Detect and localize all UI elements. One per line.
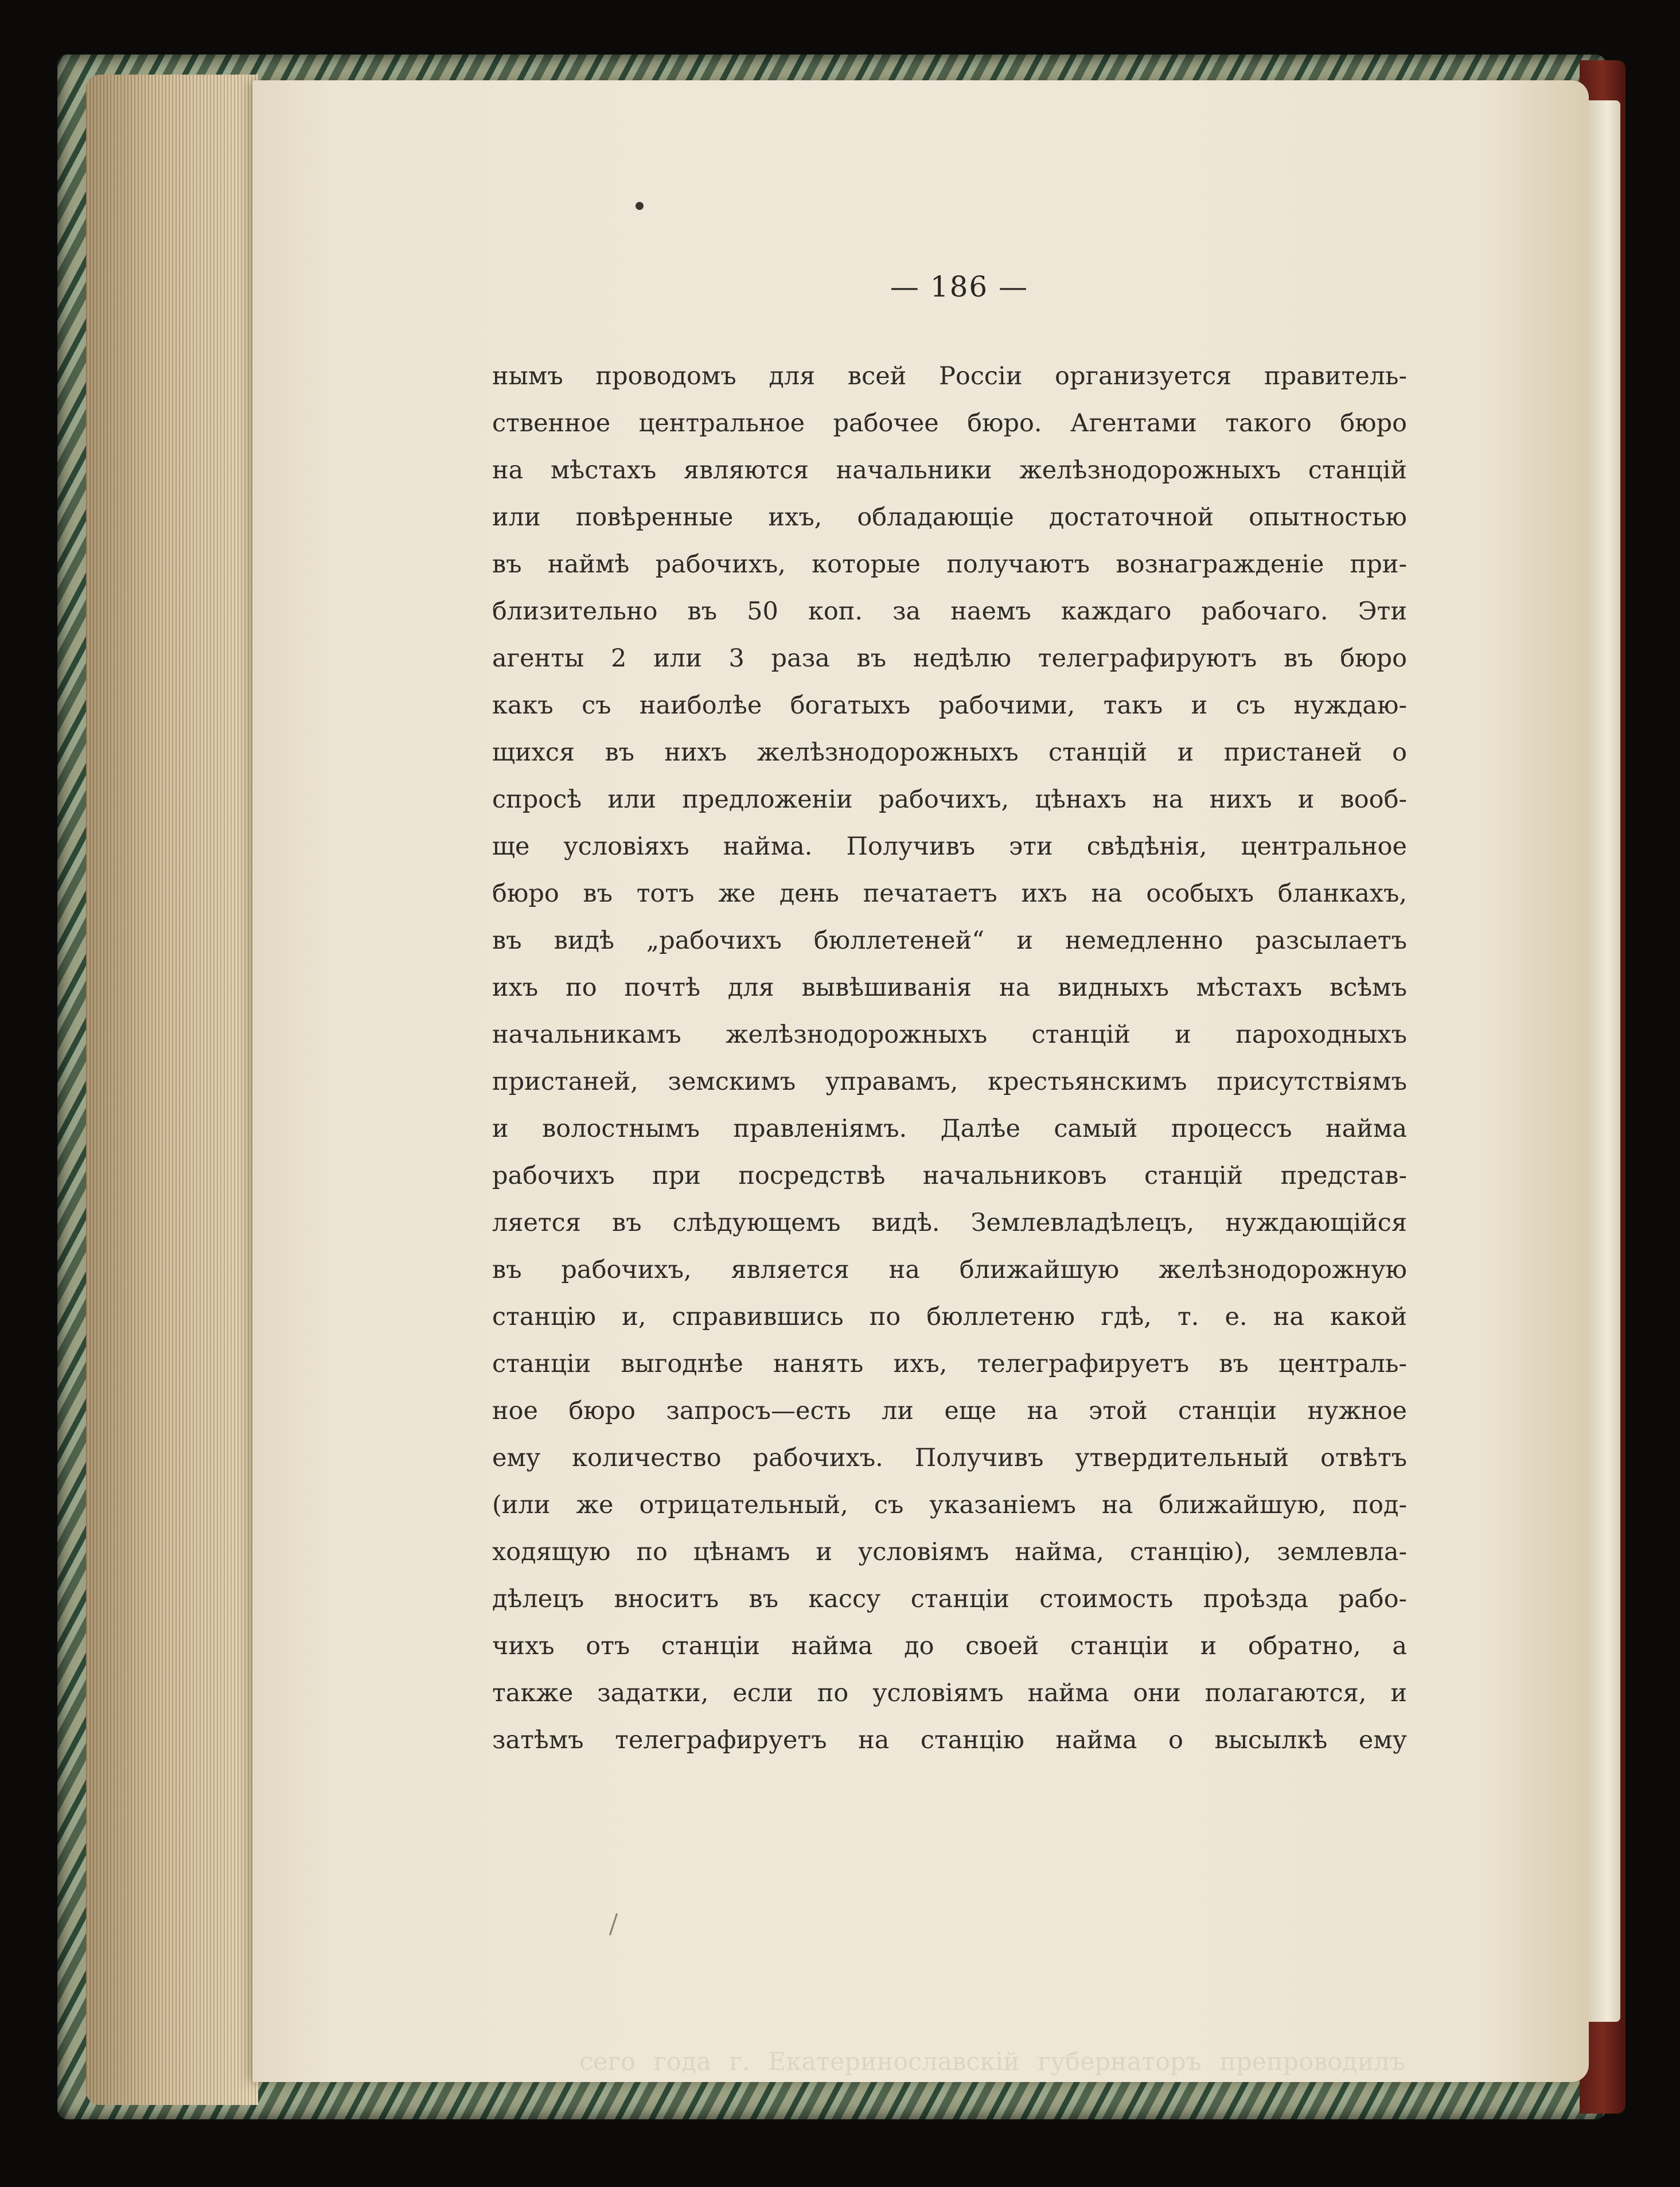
text-line: щихся въ нихъ желѣзнодорожныхъ станцій и пристаней о (492, 738, 1407, 767)
text-line: или повѣренные ихъ, обладающіе достаточной опытностью (492, 503, 1407, 532)
text-line: спросѣ или предложеніи рабочихъ, цѣнахъ на нихъ и вооб- (492, 785, 1407, 814)
text-line: бюро въ тотъ же день печатаетъ ихъ на особыхъ бланкахъ, (492, 879, 1407, 908)
text-line: чихъ отъ станціи найма до своей станціи и обратно, а (492, 1632, 1407, 1660)
text-line: дѣлецъ вноситъ въ кассу станціи стоимость проѣзда рабо- (492, 1585, 1407, 1613)
body-text (492, 353, 1407, 1764)
text-line: и волостнымъ правленіямъ. Далѣе самый процессъ найма (492, 1114, 1407, 1143)
text-line: станціи выгоднѣе нанять ихъ, телеграфируетъ въ централь- (492, 1350, 1407, 1378)
text-line: ще условіяхъ найма. Получивъ эти свѣдѣнія, центральное (492, 832, 1407, 861)
text-line: какъ съ наиболѣе богатыхъ рабочими, такъ и съ нуждаю- (492, 691, 1407, 720)
text-line: нымъ проводомъ для всей Россіи организуется правитель- (492, 362, 1407, 391)
text-line: въ наймѣ рабочихъ, которые получаютъ вознагражденіе при- (492, 550, 1407, 579)
text-line: начальникамъ желѣзнодорожныхъ станцій и пароходныхъ (492, 1020, 1407, 1049)
text-line: ное бюро запросъ—есть ли еще на этой станціи нужное (492, 1397, 1407, 1425)
text-line: ственное центральное рабочее бюро. Агентами такого бюро (492, 409, 1407, 438)
text-line: затѣмъ телеграфируетъ на станцію найма о высылкѣ ему (492, 1726, 1407, 1755)
facing-page-edge (1589, 100, 1620, 2022)
text-line: рабочихъ при посредствѣ начальниковъ станцій представ- (492, 1161, 1407, 1190)
page-number: — 186 — (890, 270, 1029, 303)
text-line: въ рабочихъ, является на ближайшую желѣзнодорожную (492, 1256, 1407, 1284)
text-line: на мѣстахъ являются начальники желѣзнодорожныхъ станцій (492, 456, 1407, 485)
ink-dot (636, 202, 644, 210)
text-line: пристаней, земскимъ управамъ, крестьянскимъ присутствіямъ (492, 1067, 1407, 1096)
text-line: ходящую по цѣнамъ и условіямъ найма, станцію), землевла- (492, 1538, 1407, 1566)
text-line: также задатки, если по условіямъ найма они полагаются, и (492, 1679, 1407, 1708)
bleed-through-text: сего года г. Екатеринославскій губернаторъ препроводилъ (579, 2048, 1405, 2076)
page-edges-stack (86, 75, 258, 2105)
text-line: агенты 2 или 3 раза въ недѣлю телеграфируютъ въ бюро (492, 644, 1407, 673)
text-line: въ видѣ „рабочихъ бюллетеней“ и немедленно разсылаетъ (492, 926, 1407, 955)
text-line: ему количество рабочихъ. Получивъ утвердительный отвѣтъ (492, 1444, 1407, 1472)
text-line: близительно въ 50 коп. за наемъ каждаго рабочаго. Эти (492, 597, 1407, 626)
text-line: (или же отрицательный, съ указаніемъ на ближайшую, под- (492, 1491, 1407, 1519)
text-line: станцію и, справившись по бюллетеню гдѣ, т. е. на какой (492, 1303, 1407, 1331)
text-line: ихъ по почтѣ для вывѣшиванія на видныхъ мѣстахъ всѣмъ (492, 973, 1407, 1002)
text-line: ляется въ слѣдующемъ видѣ. Землевладѣлецъ, нуждающійся (492, 1208, 1407, 1237)
